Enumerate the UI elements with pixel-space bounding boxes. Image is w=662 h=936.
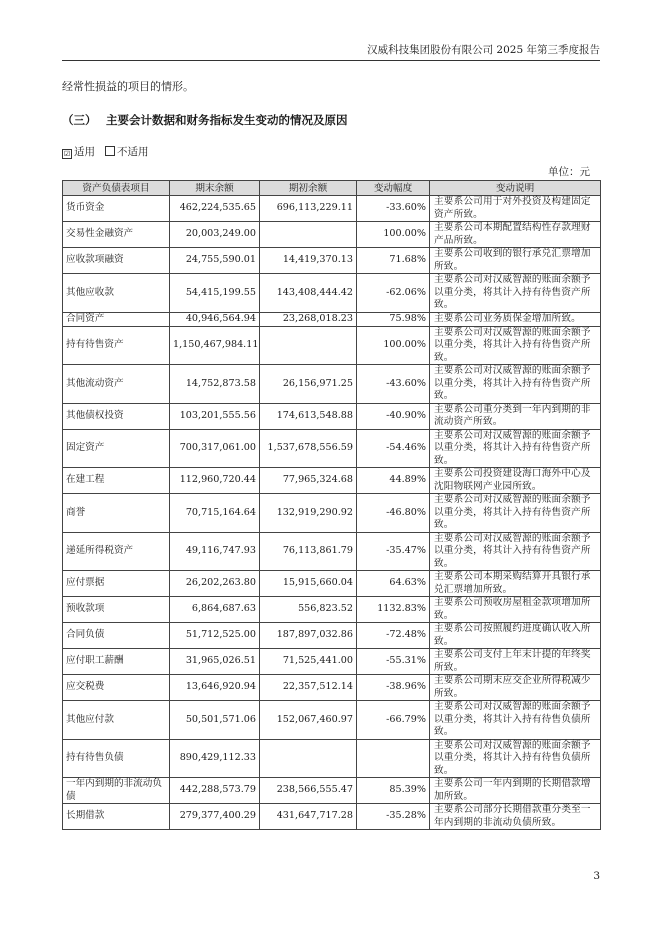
end-balance-cell: 31,965,026.51 bbox=[170, 649, 260, 675]
note-cell: 主要系公司支付上年末计提的年终奖所致。 bbox=[430, 649, 601, 675]
end-balance-cell: 70,715,164.64 bbox=[170, 494, 260, 533]
begin-balance-cell: 556,823.52 bbox=[260, 597, 357, 623]
note-cell: 主要系公司收到的银行承兑汇票增加所致。 bbox=[430, 248, 601, 274]
end-balance-cell: 462,224,535.65 bbox=[170, 196, 260, 222]
note-cell: 主要系公司本期配置结构性存款理财产品所致。 bbox=[430, 222, 601, 248]
change-cell: -62.06% bbox=[357, 274, 430, 313]
table-row bbox=[63, 701, 601, 740]
begin-balance-cell: 71,525,441.00 bbox=[260, 649, 357, 675]
change-cell: 71.68% bbox=[357, 248, 430, 274]
column-header: 期初余额 bbox=[260, 181, 357, 196]
change-cell: 64.63% bbox=[357, 571, 430, 597]
table-row bbox=[63, 274, 601, 313]
table-row bbox=[63, 248, 601, 274]
change-cell: -54.46% bbox=[357, 429, 430, 468]
change-cell bbox=[357, 739, 430, 778]
change-cell: -40.90% bbox=[357, 403, 430, 429]
end-balance-cell: 279,377,400.29 bbox=[170, 804, 260, 830]
begin-balance-cell: 238,566,555.47 bbox=[260, 778, 357, 804]
change-cell: -38.96% bbox=[357, 675, 430, 701]
table-row bbox=[63, 403, 601, 429]
item-cell: 长期借款 bbox=[63, 804, 170, 830]
begin-balance-cell: 174,613,548.88 bbox=[260, 403, 357, 429]
end-balance-cell: 24,755,590.01 bbox=[170, 248, 260, 274]
table-row bbox=[63, 532, 601, 571]
begin-balance-cell: 77,965,324.68 bbox=[260, 468, 357, 494]
note-cell: 主要系公司对汉威智源的账面余额予以重分类，将其计入持有待售负债所致。 bbox=[430, 739, 601, 778]
begin-balance-cell bbox=[260, 739, 357, 778]
change-cell: 75.98% bbox=[357, 312, 430, 326]
item-cell: 合同负债 bbox=[63, 623, 170, 649]
note-cell: 主要系公司预收房屋租金款项增加所致。 bbox=[430, 597, 601, 623]
begin-balance-cell: 23,268,018.23 bbox=[260, 312, 357, 326]
end-balance-cell: 26,202,263.80 bbox=[170, 571, 260, 597]
table-row bbox=[63, 365, 601, 404]
begin-balance-cell: 26,156,971.25 bbox=[260, 365, 357, 404]
end-balance-cell: 103,201,555.56 bbox=[170, 403, 260, 429]
change-cell: 1132.83% bbox=[357, 597, 430, 623]
section-title: 主要会计数据和财务指标发生变动的情况及原因 bbox=[106, 113, 348, 127]
note-cell: 主要系公司重分类到一年内到期的非流动资产所致。 bbox=[430, 403, 601, 429]
item-cell: 固定资产 bbox=[63, 429, 170, 468]
table-row bbox=[63, 778, 601, 804]
end-balance-cell: 700,317,061.00 bbox=[170, 429, 260, 468]
table-row bbox=[63, 571, 601, 597]
item-cell: 应收款项融资 bbox=[63, 248, 170, 274]
note-cell: 主要系公司按照履约进度确认收入所致。 bbox=[430, 623, 601, 649]
end-balance-cell: 112,960,720.44 bbox=[170, 468, 260, 494]
unchecked-checkbox-icon[interactable] bbox=[105, 146, 115, 156]
note-cell: 主要系公司用于对外投资及构建固定资产所致。 bbox=[430, 196, 601, 222]
change-cell: -43.60% bbox=[357, 365, 430, 404]
table-row bbox=[63, 649, 601, 675]
column-header: 期末余额 bbox=[170, 181, 260, 196]
table-row bbox=[63, 196, 601, 222]
table-row bbox=[63, 804, 601, 830]
item-cell: 预收款项 bbox=[63, 597, 170, 623]
note-cell: 主要系公司对汉威智源的账面余额予以重分类，将其计入持有待售资产所致。 bbox=[430, 494, 601, 533]
item-cell: 递延所得税资产 bbox=[63, 532, 170, 571]
table-row bbox=[63, 597, 601, 623]
change-cell: -55.31% bbox=[357, 649, 430, 675]
table-row bbox=[63, 739, 601, 778]
table-row bbox=[63, 623, 601, 649]
table-row bbox=[63, 429, 601, 468]
section-heading bbox=[62, 112, 348, 128]
end-balance-cell: 13,646,920.94 bbox=[170, 675, 260, 701]
table-row bbox=[63, 675, 601, 701]
begin-balance-cell: 152,067,460.97 bbox=[260, 701, 357, 740]
item-cell: 一年内到期的非流动负债 bbox=[63, 778, 170, 804]
begin-balance-cell: 187,897,032.86 bbox=[260, 623, 357, 649]
column-header: 变动说明 bbox=[430, 181, 601, 196]
column-header: 资产负债表项目 bbox=[63, 181, 170, 196]
item-cell: 货币资金 bbox=[63, 196, 170, 222]
change-cell: -35.28% bbox=[357, 804, 430, 830]
begin-balance-cell: 696,113,229.11 bbox=[260, 196, 357, 222]
change-cell: -72.48% bbox=[357, 623, 430, 649]
item-cell: 其他债权投资 bbox=[63, 403, 170, 429]
end-balance-cell: 890,429,112.33 bbox=[170, 739, 260, 778]
change-cell: -66.79% bbox=[357, 701, 430, 740]
end-balance-cell: 6,864,687.63 bbox=[170, 597, 260, 623]
begin-balance-cell: 22,357,512.14 bbox=[260, 675, 357, 701]
change-cell: -33.60% bbox=[357, 196, 430, 222]
end-balance-cell: 14,752,873.58 bbox=[170, 365, 260, 404]
note-cell: 主要系公司对汉威智源的账面余额予以重分类，将其计入持有待售资产所致。 bbox=[430, 532, 601, 571]
item-cell: 持有待售资产 bbox=[63, 326, 170, 365]
item-cell: 应付票据 bbox=[63, 571, 170, 597]
begin-balance-cell: 143,408,444.42 bbox=[260, 274, 357, 313]
note-cell: 主要系公司期末应交企业所得税减少所致。 bbox=[430, 675, 601, 701]
table-header-row bbox=[63, 181, 601, 196]
end-balance-cell: 442,288,573.79 bbox=[170, 778, 260, 804]
section-number: （三） bbox=[62, 113, 97, 127]
note-cell: 主要系公司本期采购结算开具银行承兑汇票增加所致。 bbox=[430, 571, 601, 597]
begin-balance-cell bbox=[260, 326, 357, 365]
item-cell: 在建工程 bbox=[63, 468, 170, 494]
begin-balance-cell: 132,919,290.92 bbox=[260, 494, 357, 533]
item-cell: 应交税费 bbox=[63, 675, 170, 701]
column-header: 变动幅度 bbox=[357, 181, 430, 196]
item-cell: 其他应收款 bbox=[63, 274, 170, 313]
applicability-row bbox=[62, 144, 149, 159]
checked-checkbox-icon[interactable]: ☑ bbox=[63, 150, 71, 158]
begin-balance-cell: 14,419,370.13 bbox=[260, 248, 357, 274]
note-cell: 主要系公司部分长期借款重分类至一年内到期的非流动负债所致。 bbox=[430, 804, 601, 830]
note-cell: 主要系公司一年内到期的长期借款增加所致。 bbox=[430, 778, 601, 804]
applicable-label: 适用 bbox=[74, 146, 95, 158]
change-cell: 100.00% bbox=[357, 222, 430, 248]
end-balance-cell: 54,415,199.55 bbox=[170, 274, 260, 313]
item-cell: 其他流动资产 bbox=[63, 365, 170, 404]
table-row bbox=[63, 312, 601, 326]
header-title: 汉威科技集团股份有限公司 2025 年第三季度报告 bbox=[367, 44, 600, 56]
change-cell: -46.80% bbox=[357, 494, 430, 533]
end-balance-cell: 50,501,571.06 bbox=[170, 701, 260, 740]
end-balance-cell: 20,003,249.00 bbox=[170, 222, 260, 248]
intro-text: 经常性损益的项目的情形。 bbox=[62, 80, 194, 93]
change-cell: 100.00% bbox=[357, 326, 430, 365]
item-cell: 应付职工薪酬 bbox=[63, 649, 170, 675]
change-cell: 44.89% bbox=[357, 468, 430, 494]
item-cell: 合同资产 bbox=[63, 312, 170, 326]
note-cell: 主要系公司对汉威智源的账面余额予以重分类，将其计入持有待售资产所致。 bbox=[430, 429, 601, 468]
table-row bbox=[63, 494, 601, 533]
unit-label: 单位：元 bbox=[548, 166, 590, 178]
end-balance-cell: 40,946,564.94 bbox=[170, 312, 260, 326]
note-cell: 主要系公司业务质保金增加所致。 bbox=[430, 312, 601, 326]
begin-balance-cell: 15,915,660.04 bbox=[260, 571, 357, 597]
end-balance-cell: 51,712,525.00 bbox=[170, 623, 260, 649]
page-header bbox=[62, 42, 600, 61]
note-cell: 主要系公司对汉威智源的账面余额予以重分类，将其计入持有待售负债所致。 bbox=[430, 701, 601, 740]
table-row bbox=[63, 222, 601, 248]
item-cell: 其他应付款 bbox=[63, 701, 170, 740]
item-cell: 商誉 bbox=[63, 494, 170, 533]
end-balance-cell: 49,116,747.93 bbox=[170, 532, 260, 571]
begin-balance-cell: 1,537,678,556.59 bbox=[260, 429, 357, 468]
change-cell: 85.39% bbox=[357, 778, 430, 804]
item-cell: 持有待售负债 bbox=[63, 739, 170, 778]
balance-sheet-changes-table bbox=[62, 180, 601, 830]
note-cell: 主要系公司对汉威智源的账面余额予以重分类，将其计入持有待售资产所致。 bbox=[430, 365, 601, 404]
note-cell: 主要系公司对汉威智源的账面余额予以重分类，将其计入持有待售资产所致。 bbox=[430, 326, 601, 365]
note-cell: 主要系公司投资建设海口海外中心及沈阳物联网产业园所致。 bbox=[430, 468, 601, 494]
not-applicable-label: 不适用 bbox=[117, 146, 149, 158]
end-balance-cell: 1,150,467,984.11 bbox=[170, 326, 260, 365]
table-row bbox=[63, 468, 601, 494]
change-cell: -35.47% bbox=[357, 532, 430, 571]
table-row bbox=[63, 326, 601, 365]
begin-balance-cell bbox=[260, 222, 357, 248]
begin-balance-cell: 431,647,717.28 bbox=[260, 804, 357, 830]
item-cell: 交易性金融资产 bbox=[63, 222, 170, 248]
note-cell: 主要系公司对汉威智源的账面余额予以重分类，将其计入持有待售资产所致。 bbox=[430, 274, 601, 313]
begin-balance-cell: 76,113,861.79 bbox=[260, 532, 357, 571]
page-number: 3 bbox=[593, 870, 600, 882]
